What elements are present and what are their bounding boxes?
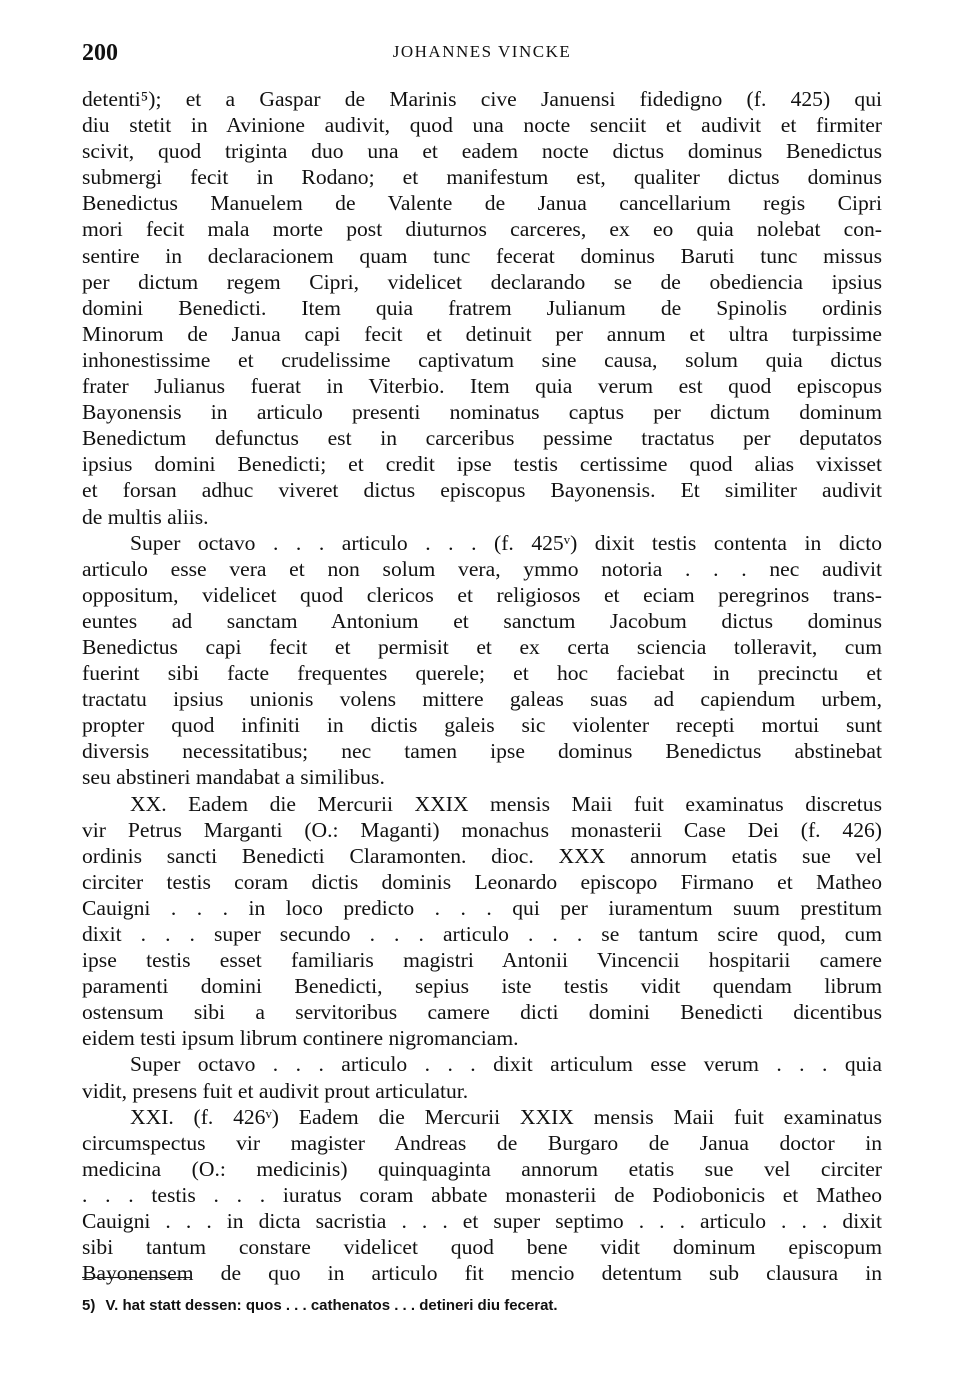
text-line: submergi fecit in Rodano; et manifestum est, qualiter dictus dominus [82, 165, 882, 190]
text-line: Bayonensis in articulo presenti nominatus captus per dictum dominum [82, 400, 882, 425]
footnote-marker: 5) [82, 1297, 96, 1314]
text-line: fuerint sibi facte frequentes querele; et hoc faciebat in precinctu et [82, 661, 882, 686]
text-line: articulo esse vera et non solum vera, ymmo notoria . . . nec audivit [82, 556, 882, 581]
text-line: detenti⁵); et a Gaspar de Marinis cive Januensi fidedigno (f. 425) qui [82, 87, 882, 111]
text-line: Super octavo . . . articulo . . . (f. 425ᵛ) dixit testis contenta in dicto [130, 530, 882, 555]
text-line: diu stetit in Avinione audivit, quod una nocte senciit et audivit et firmiter [82, 113, 882, 138]
text-line: sentire in declaracionem quam tunc fecerat dominus Baruti tunc missus [82, 243, 882, 268]
text-line: diversis necessitatibus; nec tamen ipse dominus Benedictus abstinebat [82, 739, 882, 764]
page-header [82, 40, 882, 70]
text-line: sibi tantum constare videlicet quod bene vidit dominum episcopum [82, 1235, 882, 1260]
text-line: de multis aliis. [82, 504, 209, 529]
text-line: vir Petrus Marganti (O.: Maganti) monachus monasterii Case Dei (f. 426) [82, 817, 882, 842]
text-line: Benedictum defunctus est in carceribus pessime tractatus per deputatos [82, 426, 882, 451]
text-line: euntes ad sanctam Antonium et sanctum Jacobum dictus dominus [82, 608, 882, 633]
text-line: XXI. (f. 426ᵛ) Eadem die Mercurii XXIX mensis Maii fuit examinatus [130, 1104, 882, 1129]
text-line: tractatu ipsius unionis volens mittere galeas suas ad capiendum urbem, [82, 687, 882, 712]
text-line: domini Benedicti. Item quia fratrem Julianum de Spinolis ordinis [82, 295, 882, 320]
text-line: circumspectus vir magister Andreas de Burgaro de Janua doctor in [82, 1130, 882, 1155]
body-text [82, 86, 882, 1286]
text-line: Benedictus Manuelem de Valente de Janua cancellarium regis Cipri [82, 191, 882, 216]
text-line: dixit . . . super secundo . . . articulo . . . se tantum scire quod, cum [82, 922, 882, 946]
text-line: Cauigni . . . in dicta sacristia . . . et super septimo . . . articulo . . . dixit [82, 1209, 882, 1234]
text-line: ipse testis esset familiaris magistri Antonii Vincencii hospitarii camere [82, 948, 882, 973]
text-line: oppositum, videlicet quod clericos et religiosos et eciam peregrinos trans- [82, 582, 882, 607]
page-number: 200 [82, 40, 118, 66]
text-line: ordinis sancti Benedicti Claramonten. dioc. XXX annorum etatis sue vel [82, 843, 882, 868]
text-line: XX. Eadem die Mercurii XXIX mensis Maii fuit examinatus discretus [130, 791, 882, 816]
text-line: Bayonensem de quo in articulo fit mencio detentum sub clausura in [82, 1261, 882, 1286]
text-line: mori fecit mala morte post diuturnos carceres, ex eo quia nolebat con- [82, 217, 882, 242]
text-line: et forsan adhuc viveret dictus episcopus Bayonensis. Et similiter audivit [82, 478, 882, 503]
text-line: vidit, presens fuit et audivit prout articulatur. [82, 1078, 469, 1103]
text-line: Benedictus capi fecit et permisit et ex certa sciencia tolleravit, cum [82, 634, 882, 659]
text-line: frater Julianus fuerat in Viterbio. Item quia verum est quod episcopus [82, 374, 882, 399]
text-line: . . . testis . . . iuratus coram abbate monasterii de Podiobonicis et Matheo [82, 1182, 882, 1207]
text-line: inhonestissime et crudelissime captivatum sine causa, solum quia dictus [82, 347, 882, 372]
text-line: per dictum regem Cipri, videlicet declarando se de obediencia ipsius [82, 269, 882, 294]
text-line: eidem testi ipsum librum continere nigromanciam. [82, 1026, 519, 1051]
text-line: circiter testis coram dictis dominis Leonardo episcopo Firmano et Matheo [82, 869, 882, 894]
text-line: Super octavo . . . articulo . . . dixit articulum esse verum . . . quia [130, 1052, 882, 1077]
running-head: JOHANNES VINCKE [392, 42, 572, 61]
text-line: ipsius domini Benedicti; et credit ipse testis certissime quod alias vixisset [82, 452, 882, 477]
text-line: seu abstineri mandabat a similibus. [82, 765, 385, 790]
text-line: Cauigni . . . in loco predicto . . . qui per iuramentum suum prestitum [82, 895, 882, 920]
footnote [82, 1296, 882, 1316]
text-line: medicina (O.: medicinis) quinquaginta annorum etatis sue vel circiter [82, 1156, 882, 1181]
footnote-text: V. hat statt dessen: quos . . . cathenatos . . . detineri diu fecerat. [105, 1297, 558, 1314]
text-line: scivit, quod triginta duo una et eadem nocte dictus dominus Benedictus [82, 139, 882, 164]
text-line: Minorum de Janua capi fecit et detinuit per annum et ultra turpissime [82, 321, 882, 346]
text-line: ostensum sibi a servitoribus camere dicti domini Benedicti dicentibus [82, 1000, 882, 1025]
footnote-rule [82, 1277, 190, 1278]
text-line: paramenti domini Benedicti, sepius iste testis vidit quendam librum [82, 974, 882, 999]
text-line: propter quod infiniti in dictis galeis sic violenter recepti mortui sunt [82, 713, 882, 738]
